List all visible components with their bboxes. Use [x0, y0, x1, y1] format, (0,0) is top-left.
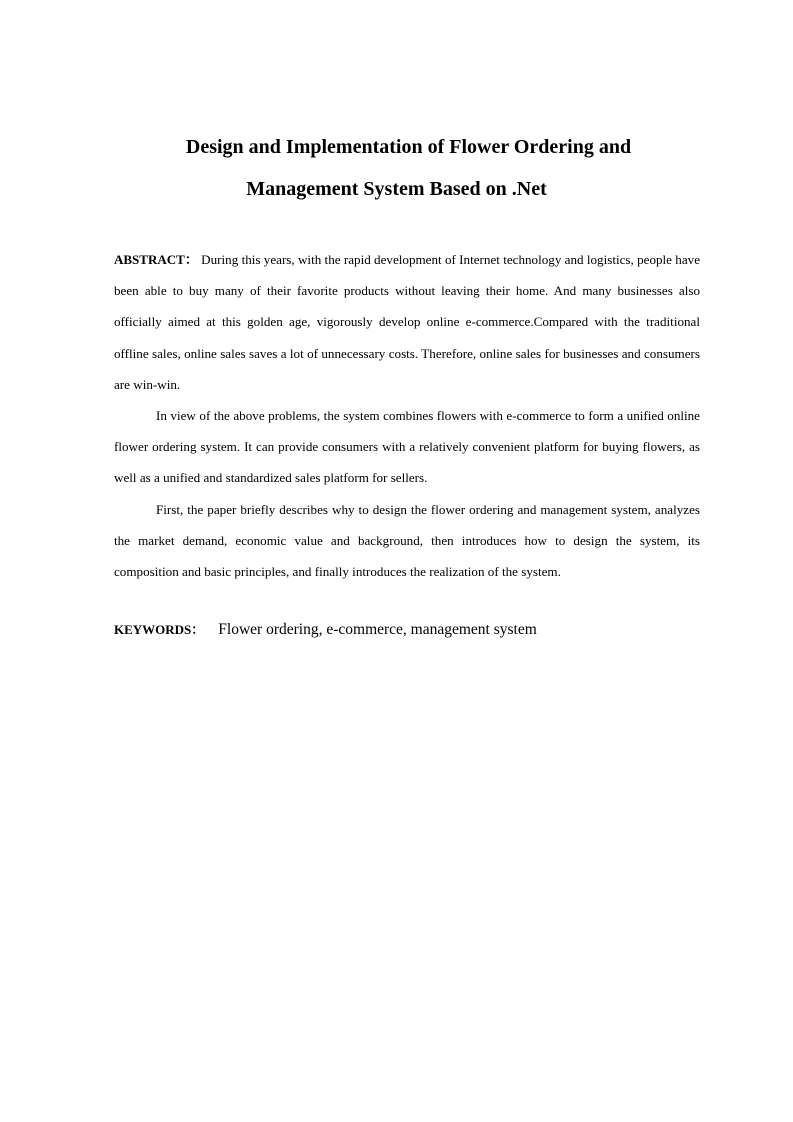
abstract-section: [114, 244, 700, 587]
abstract-paragraph-1-text: During this years, with the rapid development of Internet technology and logistics, people have been able to buy many of their favorite products without leaving their home. And many businesses also officially aimed at this golden age, vigorously develop online e-commerce.Compared with the traditional offline sales, online sales saves a lot of unnecessary costs. Therefore, online sales for businesses and consumers are win-win.: [114, 252, 701, 392]
keywords-text: Flower ordering, e-commerce, management system: [218, 621, 537, 638]
paper-title-line-1: Design and Implementation of Flower Ordering and: [185, 136, 632, 158]
keywords-section: [114, 619, 700, 641]
abstract-paragraph-1: [114, 244, 700, 400]
paper-title-line-2: Management System Based on .Net: [246, 178, 547, 200]
keywords-label: KEYWORDS：: [114, 622, 205, 637]
abstract-paragraph-2: In view of the above problems, the system combines flowers with e-commerce to form a unified online flower ordering system. It can provide consumers with a relatively convenient platform for buying flowers, as well as a unified and standardized sales platform for sellers.: [114, 408, 700, 486]
abstract-label: ABSTRACT：: [114, 252, 198, 267]
abstract-paragraph-3: First, the paper briefly describes why to design the flower ordering and management system, analyzes the market demand, economic value and background, then introduces how to design the system, its composition and basic principles, and finally introduces the realization of the system.: [114, 501, 700, 580]
